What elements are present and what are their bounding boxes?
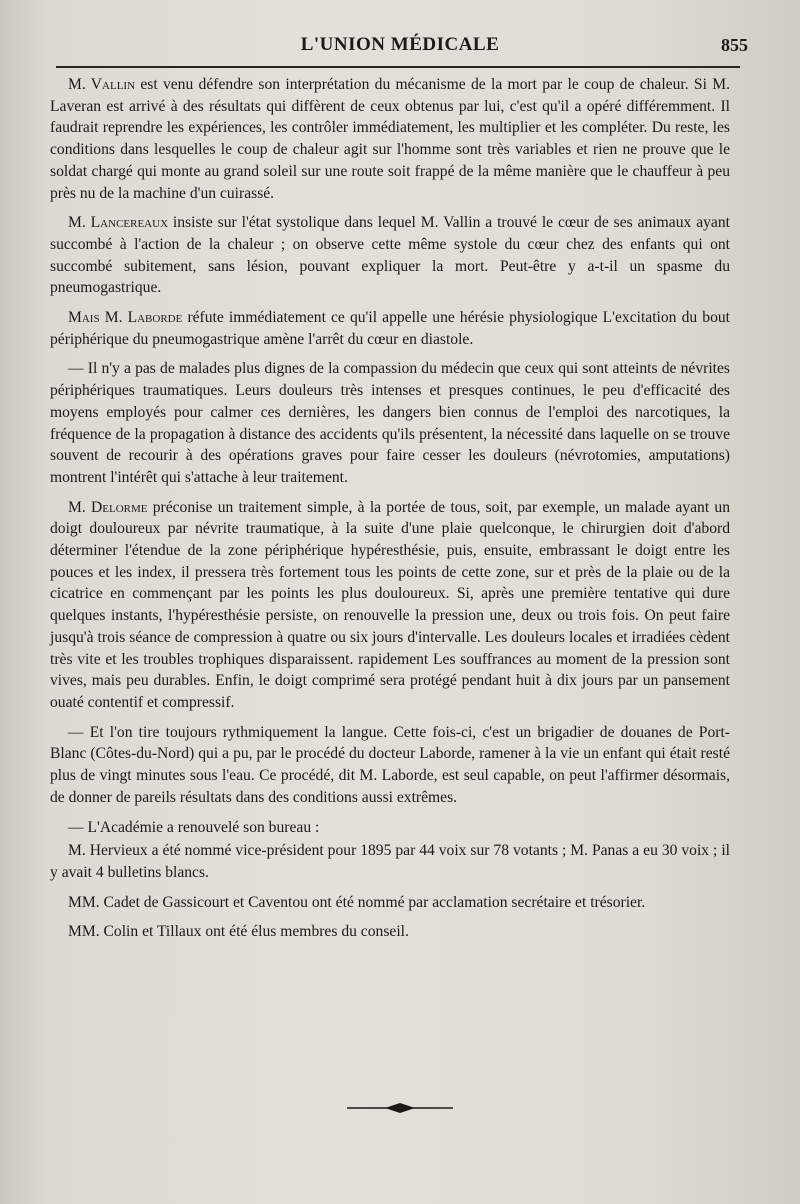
speaker-name: M. Delorme xyxy=(68,498,148,516)
paragraph-text: réfute immédiatement ce qu'il appelle une hérésie physiologique L'excitation du bout périphérique du pneumogastrique amène l'arrêt du cœur en diastole. xyxy=(50,309,730,348)
paragraph-cadet xyxy=(50,892,730,914)
paragraph-laborde xyxy=(50,307,730,350)
paragraph-text: — Il n'y a pas de malades plus dignes de la compassion du médecin que ceux qui sont atteints de névrites périphériques traumatiques. Leurs douleurs très intenses et presques continues, le peu d'efficacité des moyens employés pour calmer ces dernières, les dangers bien connus de l'emploi des narcotiques, la fréquence de la propagation à distance des accidents qu'ils présentent, la nécessité dans laquelle on se trouve souvent de recourir à des opérations graves pour faire cesser les douleurs (névrotomies, amputations) montrent l'intérêt qui s'attache à leur traitement. xyxy=(50,360,730,486)
paragraph-text: préconise un traitement simple, à la portée de tous, soit, par exemple, un malade ayant un doigt douloureux par névrite traumatique, à la suite d'une plaie quelconque, le chirurgien doit d'abord déterminer l'étendue de la zone périphérique hypéresthésie, puis, ensuite, embrassant le doigt entre les pouces et les index, il pressera très fortement tous les points de cette zone, sur et près de la plaie ou de la cicatrice en commençant par les points les plus douloureux. Si, après une première tentative qui dure quelques instants, l'hypéresthésie persiste, on renouvelle la pression une, deux ou trois fois. On peut faire jusqu'à trois séance de compression à quatre ou six jours d'intervalle. Les douleurs locales et irradiées cèdent très vite et les troubles trophiques disparaissent. rapidement Les souffrances au moment de la pression sont vives, mais peu durables. Enfin, le doigt comprimé sera protégé pendant huit à dix jours par un pansement ouaté contentif et compressif. xyxy=(50,498,730,711)
paragraph-text: MM. Cadet de Gassicourt et Caventou ont été nommé par acclamation secrétaire et trésorier. xyxy=(68,893,646,911)
paragraph-text: — L'Académie a renouvelé son bureau : xyxy=(68,818,320,836)
paragraph-text: M. Hervieux a été nommé vice-président pour 1895 par 44 voix sur 78 votants ; M. Panas a eu 30 voix ; il y avait 4 bulletins blancs. xyxy=(50,842,730,881)
paragraph-langue xyxy=(50,722,730,809)
paragraph-nevrites xyxy=(50,358,730,488)
running-title: L'UNION MÉDICALE xyxy=(300,34,500,55)
page-header xyxy=(52,32,748,60)
page-number: 855 xyxy=(721,35,748,55)
paragraph-vallin xyxy=(50,74,730,204)
speaker-name: M. Lancereaux xyxy=(68,214,169,232)
end-ornament xyxy=(345,1100,455,1116)
paragraph-academie xyxy=(50,817,730,839)
paragraph-text: MM. Colin et Tillaux ont été élus membres du conseil. xyxy=(68,923,409,941)
paragraph-text: est venu défendre son interprétation du mécanisme de la mort par le coup de chaleur. Si M. Laveran est arrivé à des résultats qui diffèrent de ceux obtenus par lui, c'est qu'il a opéré différemment. Il faudrait reprendre les expériences, les contrôler immédiatement, les multiplier et les compléter. Du reste, les conditions dans lesquelles le coup de chaleur agit sur l'homme sont très variables et rien ne prouve que le soldat chargé qui monte au grand soleil sur une route soit frappé de la même manière que le chauffeur à peu près nu de la machine d'un cuirassé. xyxy=(50,76,730,202)
header-rule xyxy=(56,66,740,68)
speaker-name: Mais M. Laborde xyxy=(68,309,183,327)
paragraph-lancereaux xyxy=(50,212,730,299)
paragraph-hervieux xyxy=(50,840,730,883)
paragraph-delorme xyxy=(50,497,730,714)
article-body xyxy=(50,74,730,951)
paragraph-text: — Et l'on tire toujours rythmiquement la langue. Cette fois-ci, c'est un brigadier de douanes de Port-Blanc (Côtes-du-Nord) qui a pu, par le procédé du docteur Laborde, ramener à la vie un enfant qui était resté plus de vingt minutes sous l'eau. Ce procédé, dit M. Laborde, est seul capable, on peut l'affirmer désormais, de donner de pareils résultats dans des conditions aussi extrêmes. xyxy=(50,723,730,806)
paragraph-colin xyxy=(50,921,730,943)
speaker-name: M. Vallin xyxy=(68,76,136,93)
paragraph-text: insiste sur l'état systolique dans lequel M. Vallin a trouvé le cœur de ses animaux ayant succombé à l'action de la chaleur ; on observe cette même systole du cœur chez des enfants qui ont succombé subitement, sans lésion, pouvant expliquer la mort. Peut-être y a-t-il un spasme du pneumogastrique. xyxy=(50,214,730,297)
